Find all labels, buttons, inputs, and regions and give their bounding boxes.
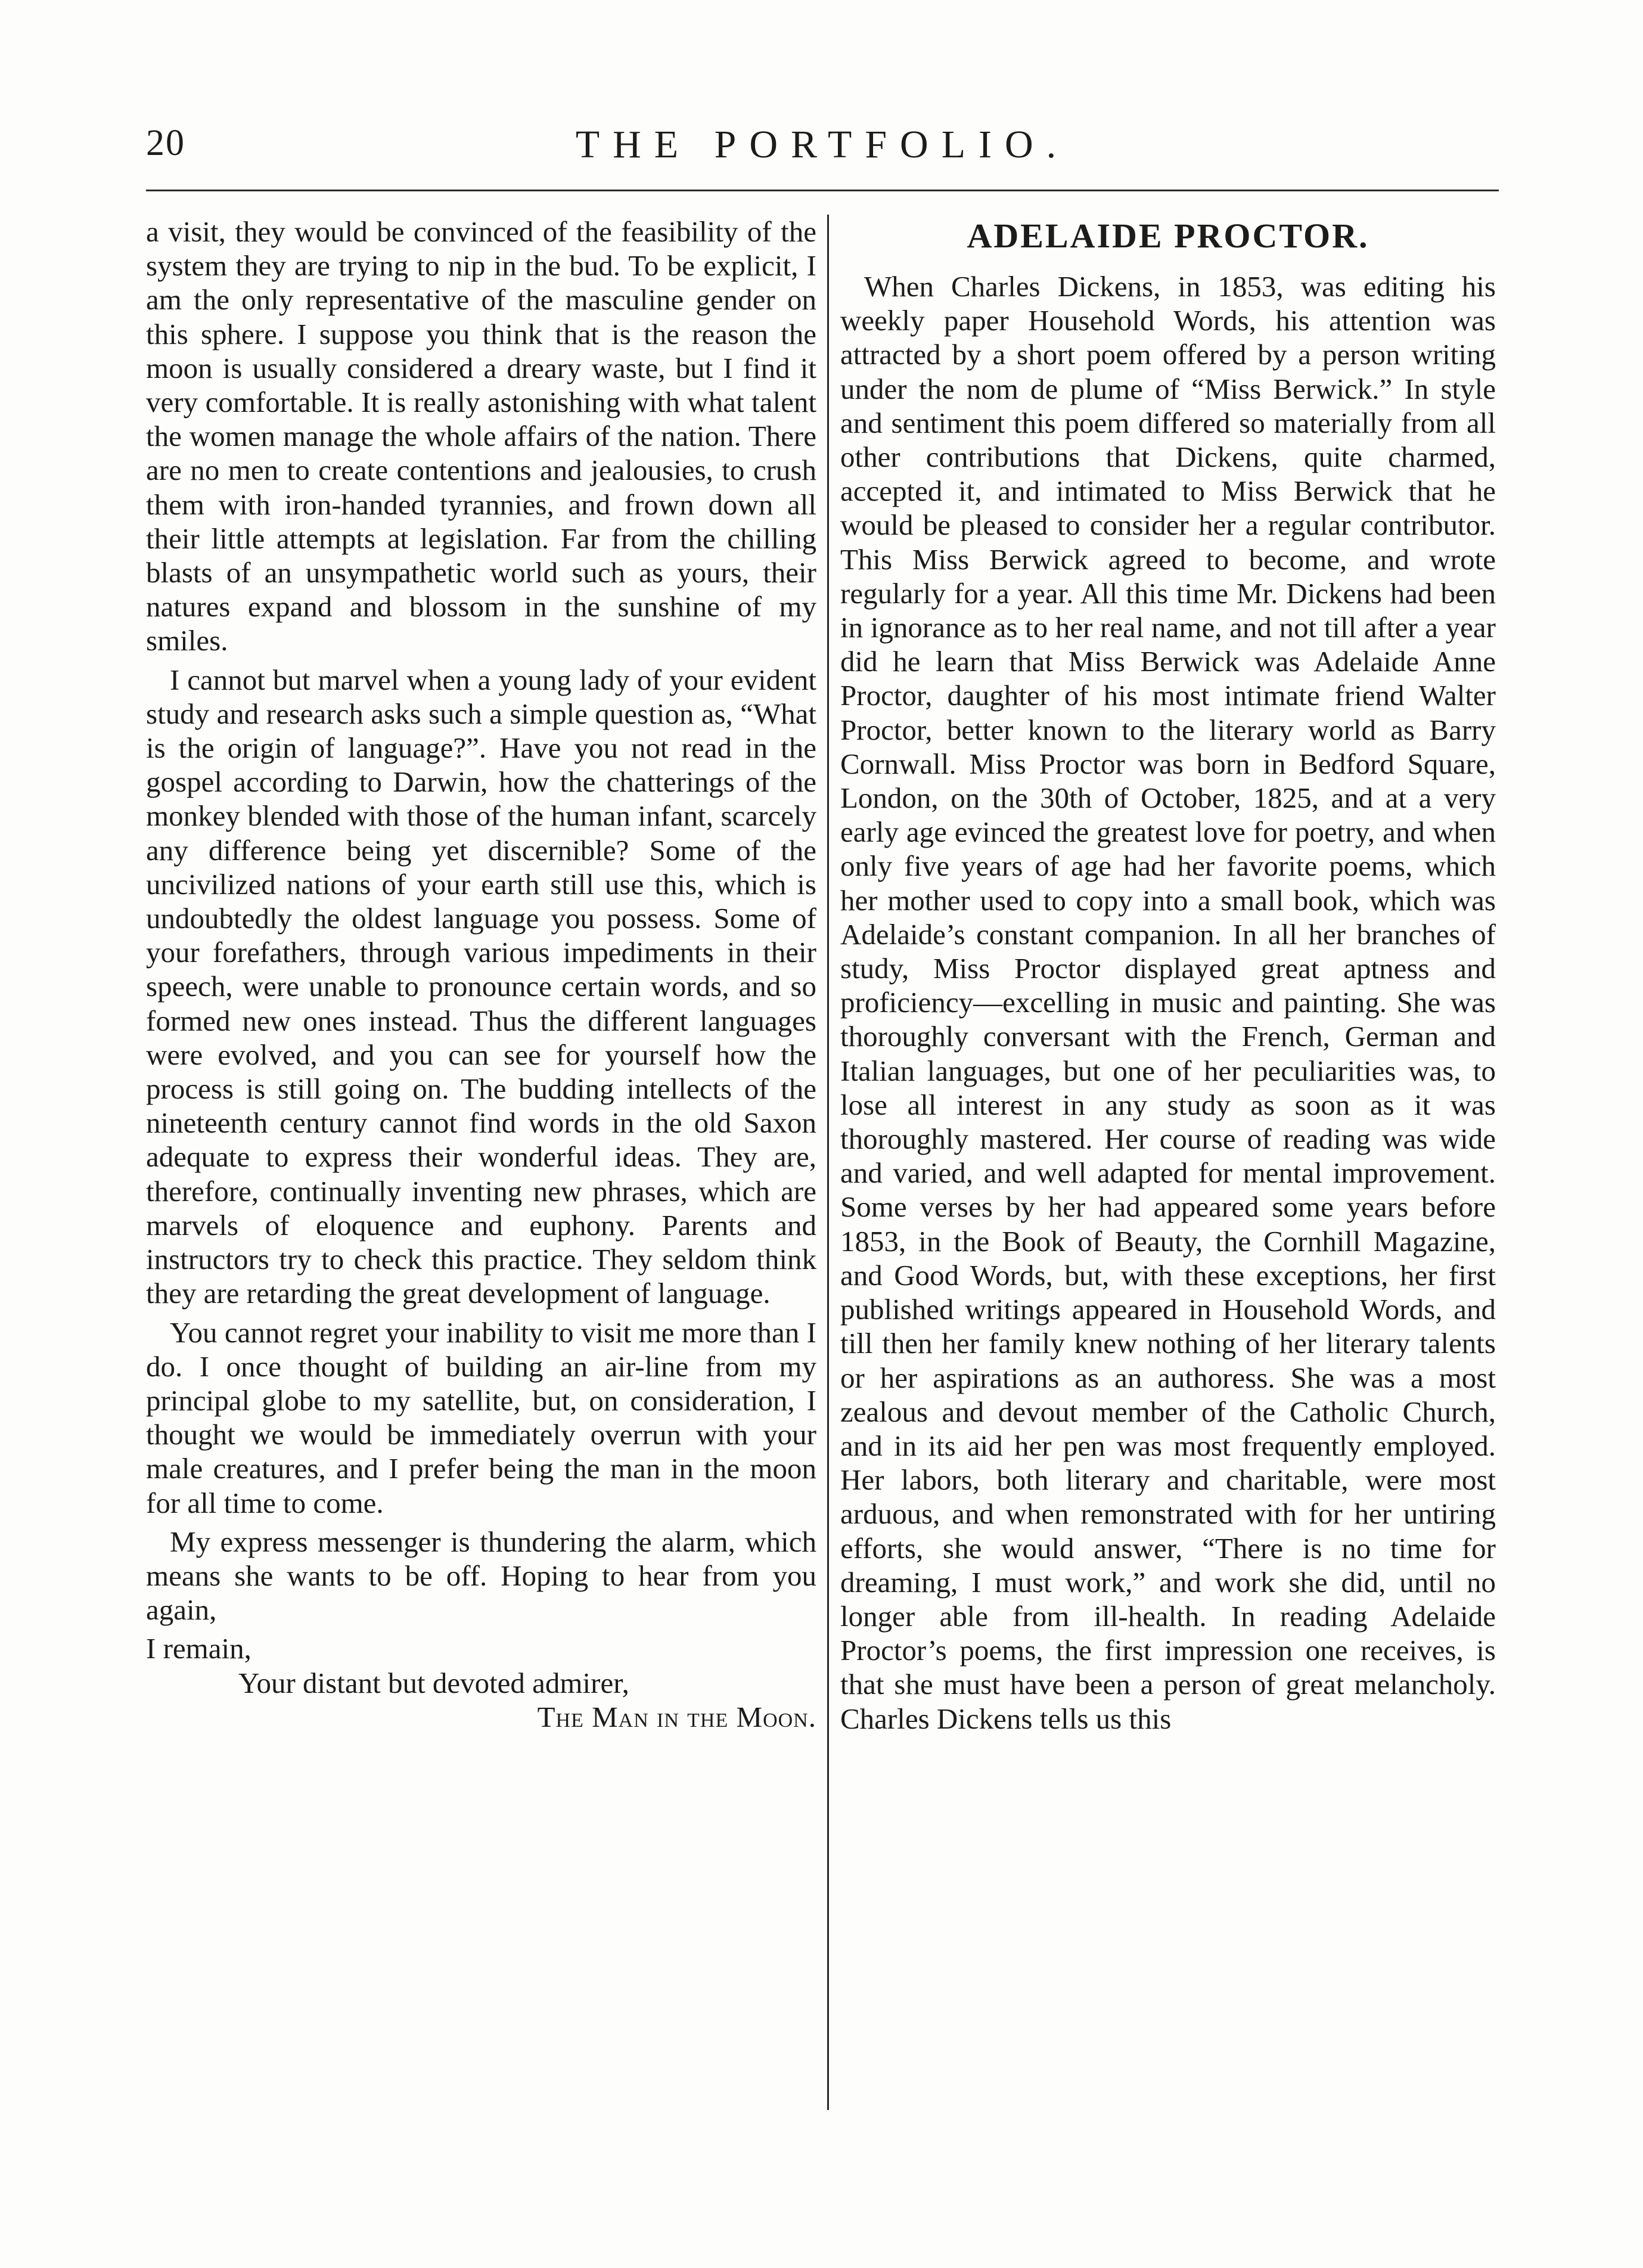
- header-rule: [146, 190, 1499, 191]
- column-divider: [827, 215, 829, 2110]
- left-column: [146, 215, 816, 1734]
- page-number: 20: [146, 123, 185, 163]
- letter-paragraph-4: My express messenger is thundering the alarm, which means she wants to be off. Hoping to hear from you again,: [146, 1525, 816, 1627]
- running-title: THE PORTFOLIO.: [575, 123, 1070, 166]
- page-header: [146, 122, 1499, 176]
- right-column: [840, 215, 1496, 1736]
- article-title: ADELAIDE PROCTOR.: [967, 216, 1369, 255]
- letter-paragraph-3: You cannot regret your inability to visit me more than I do. I once thought of building an air-line from my principal globe to my satellite, but, on consideration, I thought we would be immediately overrun with your male creatures, and I prefer being the man in the moon for all time to come.: [146, 1315, 816, 1519]
- letter-closing: I remain,: [146, 1632, 251, 1665]
- letter-signature: The Man in the Moon.: [537, 1700, 816, 1733]
- letter-paragraph-2: I cannot but marvel when a young lady of your evident study and research asks such a simple question as, “What is the origin of language?”. Have you not read in the gospel according to Darwin, how the chatterings of the monkey blended with those of the human infant, scarcely any difference being yet discernible? Some of the uncivilized nations of your earth still use this, which is undoubtedly the oldest language you possess. Some of your forefathers, through various impediments in their speech, were unable to pronounce certain words, and so formed new ones instead. Thus the different languages were evolved, and you can see for yourself how the process is still going on. The budding intellects of the nineteenth century cannot find words in the old Saxon adequate to express their wonderful ideas. They are, therefore, continually inventing new phrases, which are marvels of eloquence and euphony. Parents and instructors try to check this practice. They seldom think they are retarding the great development of language.: [146, 663, 816, 1310]
- letter-paragraph-1: a visit, they would be convinced of the feasibility of the system they are trying to nip in the bud. To be explicit, I am the only representative of the masculine gender on this sphere. I suppose you think that is the reason the moon is usually considered a dreary waste, but I find it very comfortable. It is really astonishing with what talent the women manage the whole affairs of the nation. There are no men to create contentions and jealousies, to crush them with iron-handed tyrannies, and frown down all their little attempts at legislation. Far from the chilling blasts of an unsympathetic world such as yours, their natures expand and blossom in the sunshine of my smiles.: [146, 215, 816, 657]
- letter-closing-line-2: Your distant but devoted admirer,: [238, 1666, 629, 1699]
- article-paragraph-1: When Charles Dickens, in 1853, was editing his weekly paper Household Words, his attention was attracted by a short poem offered by a person writing under the nom de plume of “Miss Berwick.” In style and sentiment this poem differed so materially from all other contributions that Dickens, quite charmed, accepted it, and intimated to Miss Berwick that he would be pleased to consider her a regular contributor. This Miss Berwick agreed to become, and wrote regularly for a year. All this time Mr. Dickens had been in ignorance as to her real name, and not till after a year did he learn that Miss Berwick was Adelaide Anne Proctor, daughter of his most intimate friend Walter Proctor, better known to the literary world as Barry Cornwall. Miss Proctor was born in Bedford Square, London, on the 30th of October, 1825, and at a very early age evinced the greatest love for poetry, and when only five years of age had her favorite poems, which her mother used to copy into a small book, which was Adelaide’s constant companion. In all her branches of study, Miss Proctor displayed great aptness and proficiency—excelling in music and painting. She was thoroughly conversant with the French, German and Italian languages, but one of her peculiarities was, to lose all interest in any study as soon as it was thoroughly mastered. Her course of reading was wide and varied, and well adapted for mental improvement. Some verses by her had appeared some years before 1853, in the Book of Beauty, the Cornhill Magazine, and Good Words, but, with these exceptions, her first published writings appeared in Household Words, and till then her family knew nothing of her literary talents or her aspirations as an authoress. She was a most zealous and devout member of the Catholic Church, and in its aid her pen was most frequently employed. Her labors, both literary and charitable, were most arduous, and when remonstrated with for her untiring efforts, she would answer, “There is no time for dreaming, I must work,” and work she did, until no longer able from ill-health. In reading Adelaide Proctor’s poems, the first impression one receives, is that she must have been a person of great melancholy. Charles Dickens tells us this: [840, 270, 1496, 1735]
